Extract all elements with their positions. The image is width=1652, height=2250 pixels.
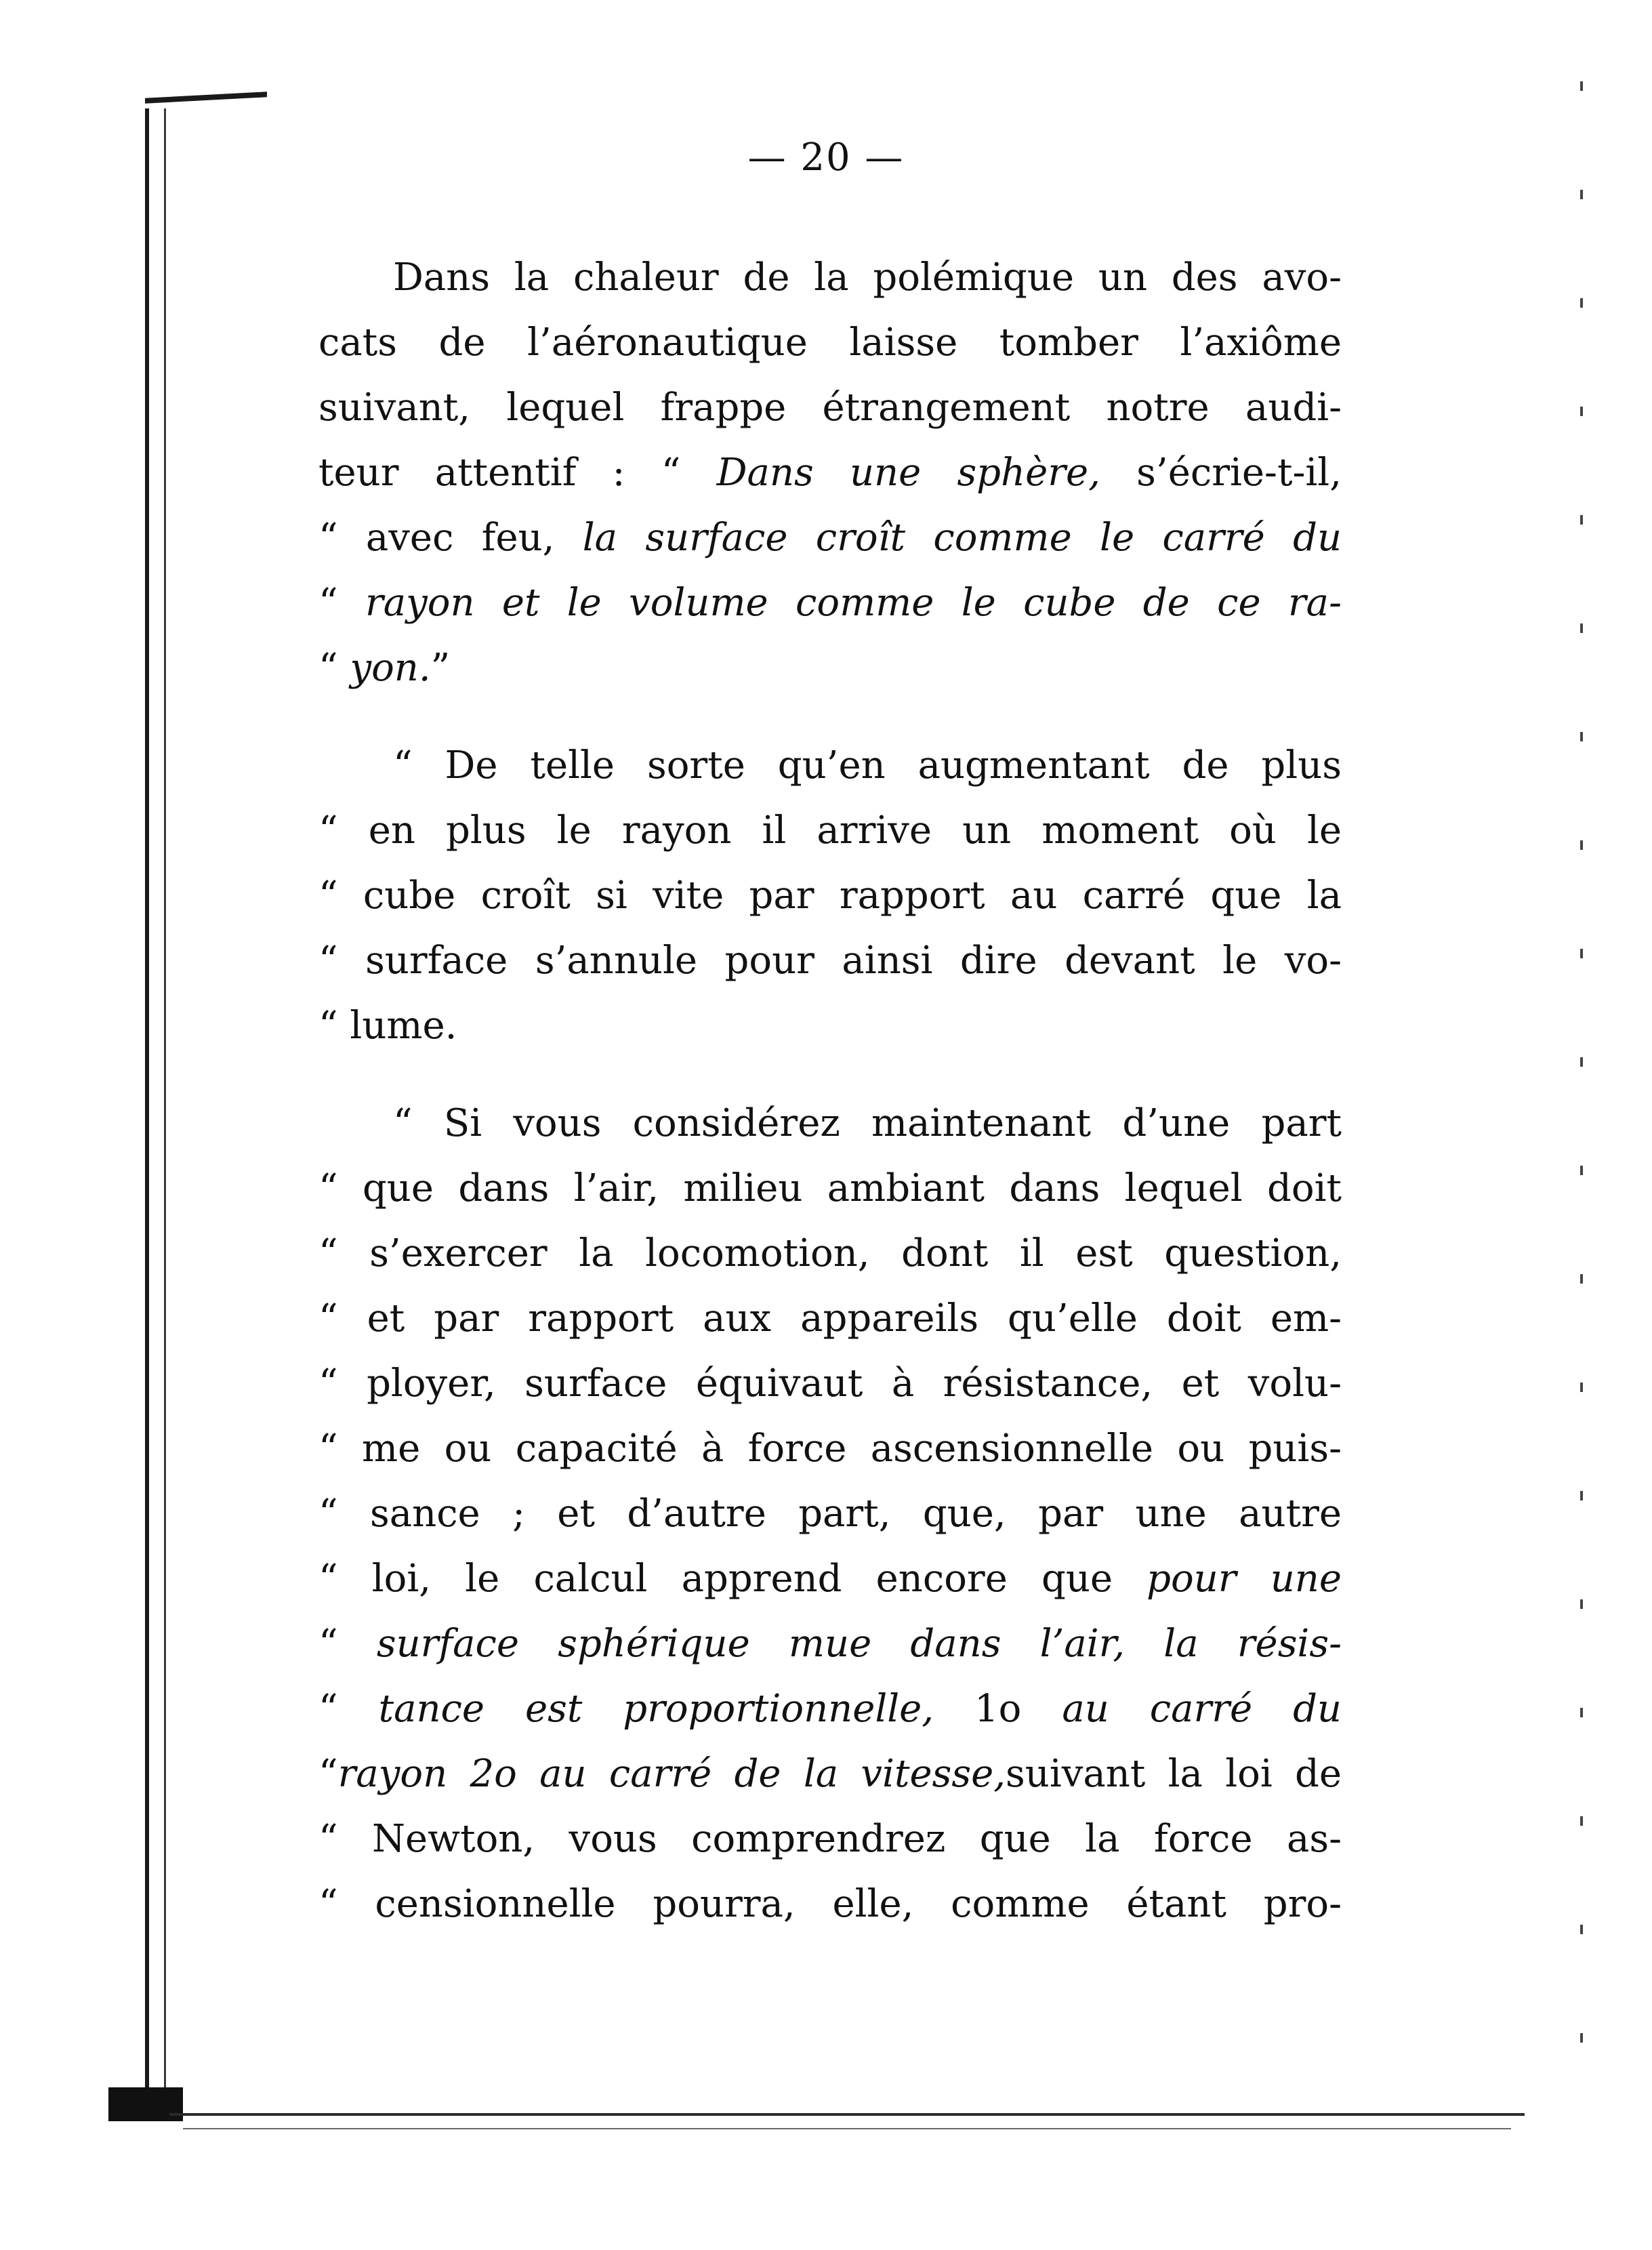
text-line: “ et par rapport aux appareils qu’elle doit em- [318,1296,1342,1341]
text-line [318,506,1342,571]
text-line: “ Newton, vous comprendrez que la force as- [318,1817,1342,1861]
italic-span: surface sphérique mue dans l’air, la résis- [376,1622,1342,1666]
italic-span: Dans une sphère, [716,451,1100,495]
binding-corner-mark [108,2087,183,2121]
text-line: “ lume. [318,1004,457,1048]
italic-span: rayon et le volume comme le cube de ce ra- [365,581,1342,625]
bottom-edge-rule [169,2113,1525,2116]
italic-span: yon. [350,646,431,690]
text-span: 1o [934,1687,1062,1731]
text-span: “ [318,1622,377,1666]
text-line: “ De telle sorte qu’en augmentant de plus [393,743,1342,788]
text-span: “ avec feu, [318,516,583,560]
text-line: “ me ou capacité à force ascensionnelle ou puis- [318,1427,1342,1471]
text-span: ” [430,646,451,690]
text-line: cats de l’aéronautique laisse tomber l’axiôme [318,321,1342,365]
text-line [318,571,1342,636]
text-span: “ [318,581,365,625]
italic-span: pour une [1147,1557,1342,1601]
text-line: “ censionnelle pourra, elle, comme étant pro- [318,1882,1342,1926]
text-line: Dans la chaleur de la polémique un des avo- [393,255,1342,300]
text-line [318,636,1342,701]
text-span: “ [318,646,350,690]
text-line: “ ployer, surface équivaut à résistance, et volu- [318,1362,1342,1406]
text-line: “ Si vous considérez maintenant d’une part [393,1101,1342,1145]
text-line [318,1612,1342,1677]
text-line: “ s’exercer la locomotion, dont il est question, [318,1231,1342,1275]
text-span: suivant la loi de [1006,1752,1342,1796]
paragraph-2 [318,733,1342,1059]
page-number: — 20 — [747,136,905,180]
text-line: “ sance ; et d’autre part, que, par une autre [318,1492,1342,1536]
right-edge-marks [1580,81,1583,2114]
text-line [318,1547,1342,1612]
text-span: s’écrie-t-il, [1100,451,1342,495]
paragraph-3 [318,1091,1342,1937]
text-line: “ surface s’annule pour ainsi dire devant le vo- [318,939,1342,983]
italic-span: tance est proportionnelle, [378,1687,934,1731]
text-line [318,441,1342,506]
text-line [318,1742,1342,1807]
text-line [318,1677,1342,1742]
body-text [318,245,1342,1969]
binding-edge-top [145,91,267,103]
text-span: “ loi, le calcul apprend encore que [318,1557,1147,1601]
text-span: teur attentif : “ [318,451,717,495]
italic-span: la surface croît comme le carré du [582,516,1342,560]
paragraph-1 [318,245,1342,701]
italic-span: au carré du [1062,1687,1342,1731]
text-line: suivant, lequel frappe étrangement notre audi- [318,386,1342,430]
text-line: “ que dans l’air, milieu ambiant dans lequel doit [318,1166,1342,1210]
bottom-edge-rule-secondary [183,2128,1511,2129]
text-line: “ en plus le rayon il arrive un moment où le [318,809,1342,853]
text-span: “ [318,1687,379,1731]
text-line: “ cube croît si vite par rapport au carré que la [318,874,1342,918]
binding-edge-left [145,108,166,2114]
text-span: “ [318,1752,338,1796]
italic-span: rayon 2o au carré de la vitesse, [337,1752,1006,1796]
